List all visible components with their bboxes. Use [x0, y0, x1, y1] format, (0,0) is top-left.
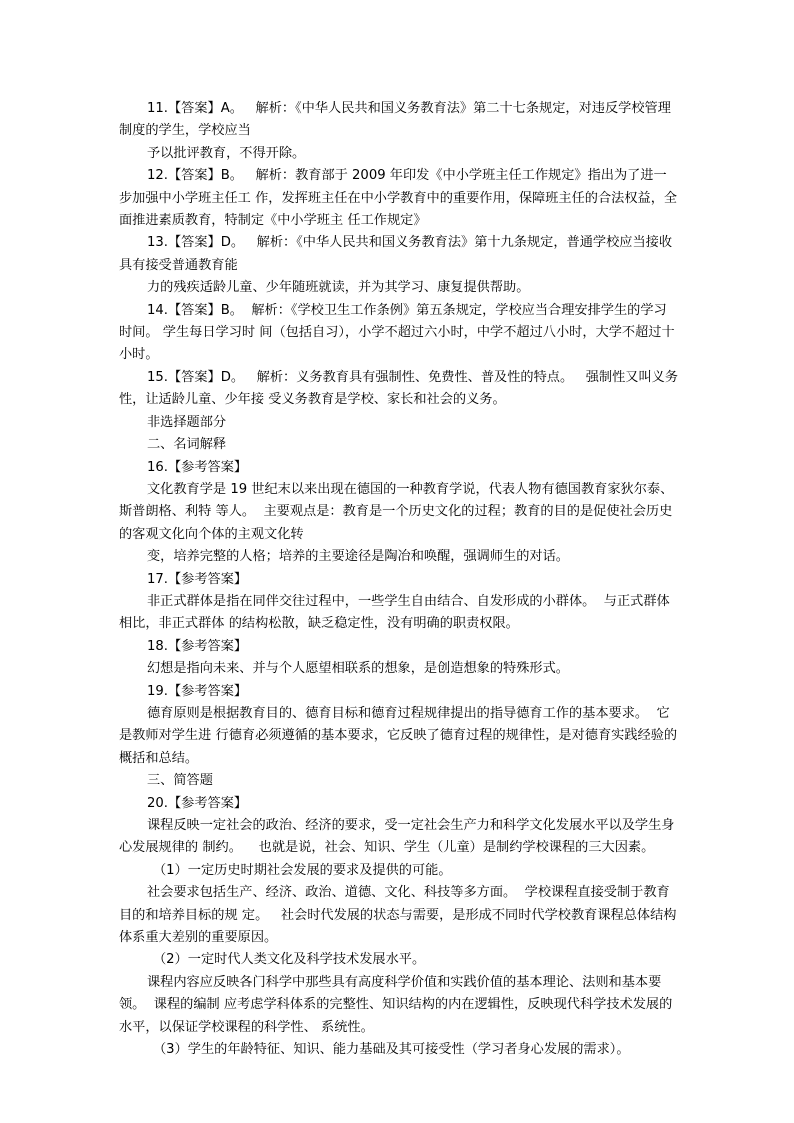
answer-20-point-2: （2）一定时代人类文化及科学技术发展水平。 — [153, 952, 426, 968]
answer-19: 德育原则是根据教育目的、德育目标和德育过程规律提出的指导德育工作的基本要求。 它是教师对学生进 行德育必须遵循的基本要求，它反映了德育过程的规律性，是对德育实践经验的概括和总结。 — [119, 705, 678, 766]
answer-15: 15.【答案】D。 解析：义务教育具有强制性、免费性、普及性的特点。 强制性又叫义务性，让适龄儿童、少年接 受义务教育是学校、家长和社会的义务。 — [119, 369, 679, 408]
answer-20-point-1: （1）一定历史时期社会发展的要求及提供的可能。 — [153, 862, 452, 878]
section-heading-short-answer: 三、简答题 — [147, 773, 213, 789]
answer-key-body — [119, 98, 679, 1061]
section-non-choice: 非选择题部分 — [147, 414, 227, 430]
answer-20-point-1-detail: 社会要求包括生产、经济、政治、道德、文化、科技等多方面。 学校课程直接受制于教育目的和培养目标的规 定。 社会时代发展的状态与需要，是形成不同时代学校教育课程总体结构体系重大差别的重要原因。 — [119, 885, 677, 946]
answer-18: 幻想是指向未来、并与个人愿望相联系的想象，是创造想象的特殊形式。 — [147, 661, 569, 677]
answer-11-line-1: 11.【答案】A。 解析：《中华人民共和国义务教育法》第二十七条规定，对违反学校管理制度的学生，学校应当 — [119, 101, 671, 139]
answer-14: 14.【答案】B。 解析：《学校卫生工作条例》第五条规定，学校应当合理安排学生的学习时间。 学生每日学习时 间（包括自习），小学不超过六小时，中学不超过八小时，大学不超过十小时。 — [119, 302, 675, 363]
answer-17: 非正式群体是指在同伴交往过程中，一些学生自由结合、自发形成的小群体。 与正式群体相比，非正式群体 的结构松散，缺乏稳定性，没有明确的职责权限。 — [119, 593, 670, 632]
answer-12: 12.【答案】B。 解析：教育部于 2009 年印发《中小学班主任工作规定》指出为了进一步加强中小学班主任工 作，发挥班主任在中小学教育中的重要作用，保障班主任的合法权益，全面推进素质教育，特制定《中小学班主 任工作规定》 — [119, 168, 678, 229]
answer-16-line-1: 文化教育学是 19 世纪末以来出现在德国的一种教育学说，代表人物有德国教育家狄尔泰、斯普朗格、利特 等人。 主要观点是：教育是一个历史文化的过程；教育的目的是促使社会历史的客观文化向个体的主观文化转 — [119, 481, 674, 542]
answer-19-label: 19.【参考答案】 — [147, 683, 248, 699]
answer-16-label: 16.【参考答案】 — [147, 459, 248, 475]
answer-11-line-2: 予以批评教育，不得开除。 — [147, 145, 306, 161]
section-heading-term-explanation: 二、名词解释 — [147, 437, 227, 453]
answer-18-label: 18.【参考答案】 — [147, 638, 248, 654]
answer-13-line-1: 13.【答案】D。 解析：《中华人民共和国义务教育法》第十九条规定，普通学校应当接收具有接受普通教育能 — [119, 235, 673, 273]
answer-17-label: 17.【参考答案】 — [147, 571, 248, 587]
answer-13-line-2: 力的残疾适龄儿童、少年随班就读，并为其学习、康复提供帮助。 — [147, 280, 530, 296]
answer-16-line-2: 变，培养完整的人格；培养的主要途径是陶冶和唤醒，强调师生的对话。 — [147, 549, 569, 565]
answer-20-point-3: （3）学生的年龄特征、知识、能力基础及其可接受性（学习者身心发展的需求）。 — [153, 1042, 630, 1058]
answer-20-label: 20.【参考答案】 — [147, 795, 248, 811]
answer-20-point-2-detail: 课程内容应反映各门科学中那些具有高度科学价值和实践价值的基本理论、法则和基本要领。 课程的编制 应考虑学科体系的完整性、知识结构的内在逻辑性，反映现代科学技术发展的水平，以保证学校课程的科学性、 系统性。 — [119, 974, 673, 1035]
answer-20-intro: 课程反映一定社会的政治、经济的要求，受一定社会生产力和科学文化发展水平以及学生身心发展规律的 制约。 也就是说，社会、知识、学生（儿童）是制约学校课程的三大因素。 — [119, 818, 675, 856]
